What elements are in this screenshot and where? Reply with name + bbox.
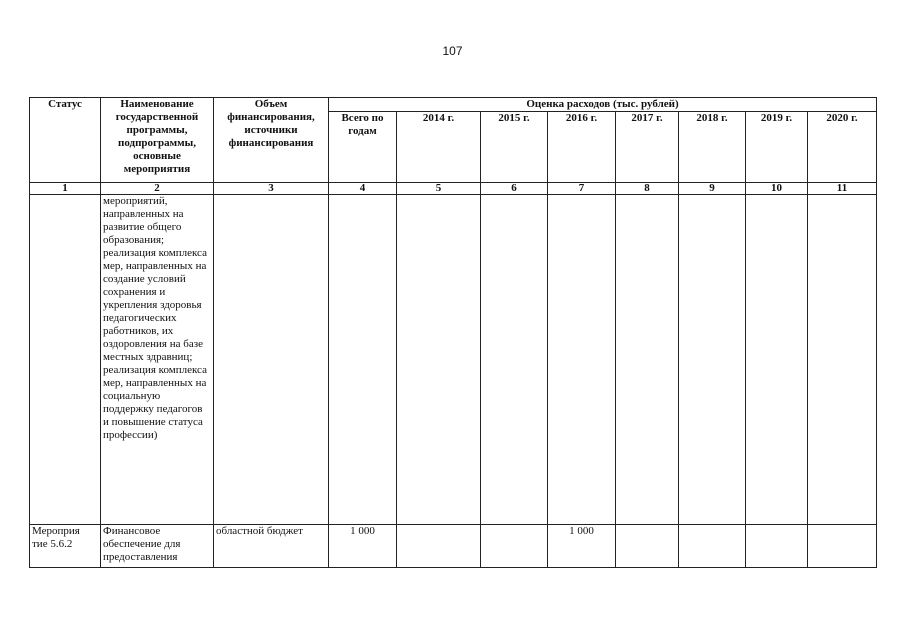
header-status: Статус xyxy=(30,98,101,183)
row-source xyxy=(214,195,329,525)
row-value-2018 xyxy=(679,525,746,568)
row-name: мероприятий, направленных на развитие общего образования; реализация комплекса мер, направленных на создание условий сохранения и укрепления здоровья педагогических работников, их оздоровления на базе местных здравниц; реализация комплекса мер, направленных на социальную поддержку педагогов и повышение статуса профессии) xyxy=(101,195,214,525)
column-number: 6 xyxy=(481,183,548,195)
header-volume: Объем финансирования, источники финансирования xyxy=(214,98,329,183)
header-year-2020: 2020 г. xyxy=(808,112,877,183)
header-year-2017: 2017 г. xyxy=(616,112,679,183)
row-status xyxy=(30,195,101,525)
column-number: 5 xyxy=(397,183,481,195)
row-value-2016 xyxy=(548,195,616,525)
header-year-2016: 2016 г. xyxy=(548,112,616,183)
row-value-2018 xyxy=(679,195,746,525)
column-number: 8 xyxy=(616,183,679,195)
row-value-2019 xyxy=(746,195,808,525)
column-number: 7 xyxy=(548,183,616,195)
column-number: 2 xyxy=(101,183,214,195)
column-number: 9 xyxy=(679,183,746,195)
row-total: 1 000 xyxy=(329,525,397,568)
column-number-row xyxy=(30,183,877,195)
row-name: Финансовое обеспечение для предоставления xyxy=(101,525,214,568)
header-total: Всего по годам xyxy=(329,112,397,183)
row-value-2020 xyxy=(808,195,877,525)
table-row xyxy=(30,525,877,568)
row-value-2020 xyxy=(808,525,877,568)
header-year-2018: 2018 г. xyxy=(679,112,746,183)
row-value-2017 xyxy=(616,195,679,525)
table-row xyxy=(30,195,877,525)
row-value-2014 xyxy=(397,195,481,525)
column-number: 10 xyxy=(746,183,808,195)
header-name: Наименование государственной программы, подпрограммы, основные мероприятия xyxy=(101,98,214,183)
row-value-2019 xyxy=(746,525,808,568)
column-number: 4 xyxy=(329,183,397,195)
header-year-2015: 2015 г. xyxy=(481,112,548,183)
column-number: 1 xyxy=(30,183,101,195)
header-estimate: Оценка расходов (тыс. рублей) xyxy=(329,98,877,112)
row-value-2016: 1 000 xyxy=(548,525,616,568)
row-source: областной бюджет xyxy=(214,525,329,568)
header-year-2019: 2019 г. xyxy=(746,112,808,183)
page-number: 107 xyxy=(442,44,463,58)
budget-table xyxy=(29,97,877,568)
column-number: 3 xyxy=(214,183,329,195)
row-value-2014 xyxy=(397,525,481,568)
column-number: 11 xyxy=(808,183,877,195)
row-total xyxy=(329,195,397,525)
row-value-2015 xyxy=(481,195,548,525)
row-value-2015 xyxy=(481,525,548,568)
row-value-2017 xyxy=(616,525,679,568)
header-year-2014: 2014 г. xyxy=(397,112,481,183)
row-status: Мероприя тие 5.6.2 xyxy=(30,525,101,568)
